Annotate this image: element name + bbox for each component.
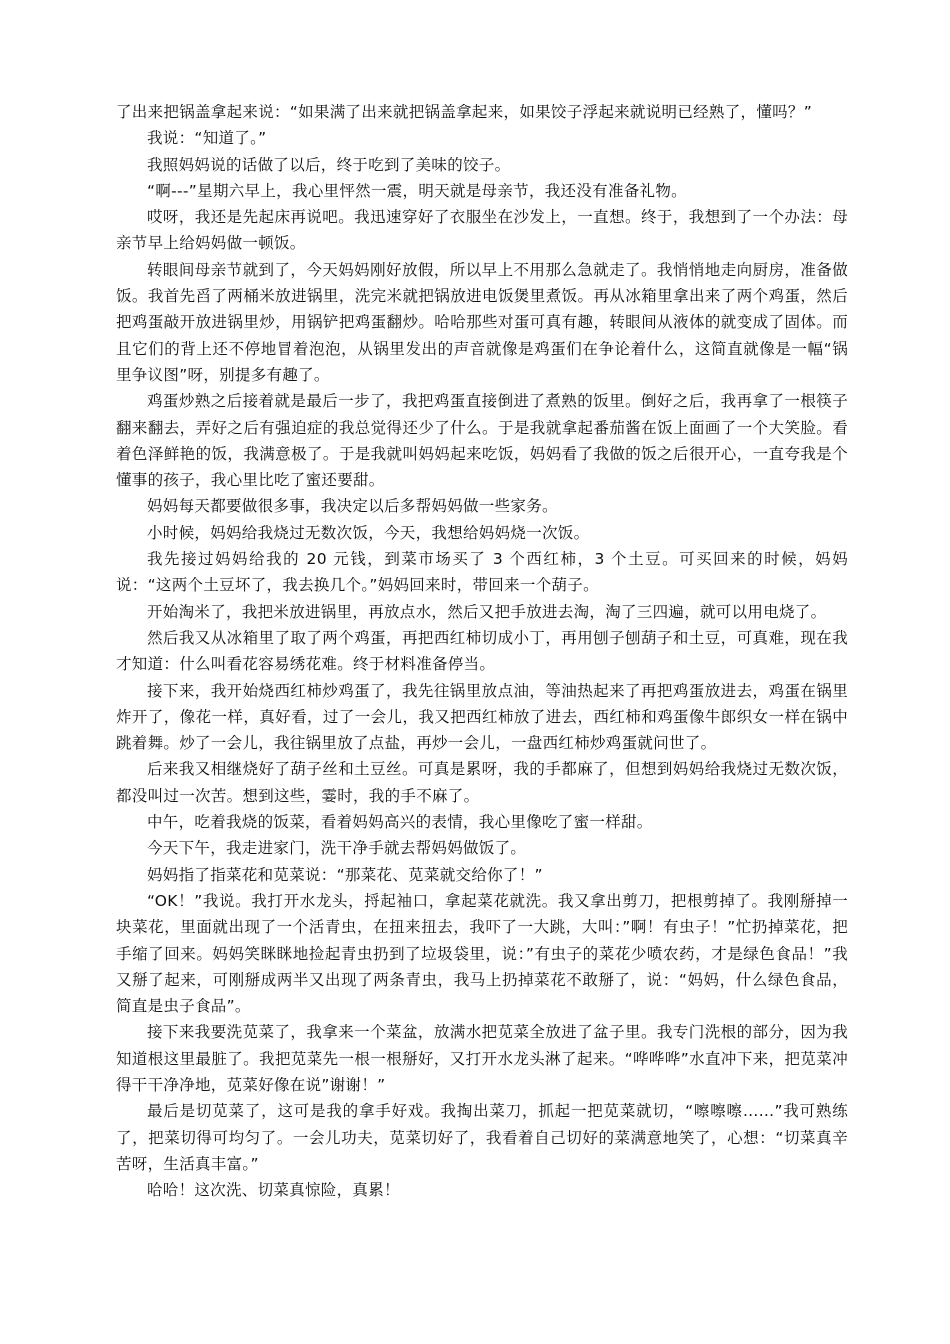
document-body: [116, 99, 848, 1203]
paragraph: 接下来，我开始烧西红柿炒鸡蛋了，我先往锅里放点油，等油热起来了再把鸡蛋放进去，鸡蛋在锅里炸开了，像花一样，真好看，过了一会儿，我又把西红柿放了进去，西红柿和鸡蛋像牛郎织女一样在锅中跳着舞。炒了一会儿，我往锅里放了点盐，再炒一会儿，一盘西红柿炒鸡蛋就问世了。: [116, 681, 848, 753]
paragraph: 今天下午，我走进家门，洗干净手就去帮妈妈做饭了。: [147, 839, 527, 858]
paragraph: 妈妈每天都要做很多事，我决定以后多帮妈妈做一些家务。: [147, 497, 558, 516]
paragraph: 转眼间母亲节就到了，今天妈妈刚好放假，所以早上不用那么急就走了。我悄悄地走向厨房，准备做饭。我首先舀了两桶米放进锅里，洗完米就把锅放进电饭煲里煮饭。再从冰箱里拿出来了两个鸡蛋，然后把鸡蛋敲开放进锅里炒，用锅铲把鸡蛋翻炒。哈哈那些对蛋可真有趣，转眼间从液体的就变成了固体。而且它们的背上还不停地冒着泡泡，从锅里发出的声音就像是鸡蛋们在争论着什么，这简直就像是一幅“锅里争议图”呀，别提多有趣了。: [116, 260, 848, 384]
paragraph: 接下来我要洗苋菜了，我拿来一个菜盆，放满水把苋菜全放进了盆子里。我专门洗根的部分，因为我知道根这里最脏了。我把苋菜先一根一根掰好，又打开水龙头淋了起来。“哗哗哗”水直冲下来，把苋菜冲得干干净净地，苋菜好像在说”谢谢！”: [116, 1023, 848, 1094]
paragraph: “OK！”我说。我打开水龙头，捋起袖口，拿起菜花就洗。我又拿出剪刀，把根剪掉了。我刚掰掉一块菜花，里面就出现了一个活青虫，在扭来扭去，我吓了一大跳，大叫：”啊！有虫子！”忙扔掉菜花，把手缩了回来。妈妈笑眯眯地捡起青虫扔到了垃圾袋里，说：”有虫子的菜花少喷农药，才是绿色食品！”我又掰了起来，可刚掰成两半又出现了两条青虫，我马上扔掉菜花不敢掰了，说：“妈妈，什么绿色食品，简直是虫子食品”。: [116, 891, 848, 1016]
paragraph: 最后是切苋菜了，这可是我的拿手好戏。我掏出菜刀，抓起一把苋菜就切，“嚓嚓嚓……”我可熟练了，把菜切得可均匀了。一会儿功夫，苋菜切好了，我看着自己切好的菜满意地笑了，心想：“切菜真辛苦呀，生活真丰富。”: [116, 1102, 848, 1173]
paragraph: 我照妈妈说的话做了以后，终于吃到了美味的饺子。: [147, 155, 511, 174]
paragraph: “啊---”星期六早上，我心里怦然一震，明天就是母亲节，我还没有准备礼物。: [147, 181, 687, 200]
paragraph: 小时候，妈妈给我烧过无数次饭，今天，我想给妈妈烧一次饭。: [147, 523, 590, 542]
paragraph: 中午，吃着我烧的饭菜，看着妈妈高兴的表情，我心里像吃了蜜一样甜。: [147, 813, 653, 832]
paragraph: 后来我又相继烧好了葫子丝和土豆丝。可真是累呀，我的手都麻了，但想到妈妈给我烧过无数次饭，都没叫过一次苦。想到这些，霎时，我的手不麻了。: [116, 760, 848, 805]
paragraph: 妈妈指了指菜花和苋菜说：“那菜花、苋菜就交给你了！”: [147, 865, 543, 884]
paragraph: 我先接过妈妈给我的 20 元钱，到菜市场买了 3 个西红柿，3 个土豆。可买回来的时候，妈妈说：“这两个土豆坏了，我去换几个。”妈妈回来时，带回来一个葫子。: [116, 550, 848, 595]
paragraph: 哎呀，我还是先起床再说吧。我迅速穿好了衣服坐在沙发上，一直想。终于，我想到了一个办法：母亲节早上给妈妈做一顿饭。: [116, 208, 848, 253]
paragraph: 开始淘米了，我把米放进锅里，再放点水，然后又把手放进去淘，淘了三四遍，就可以用电烧了。: [147, 602, 827, 621]
paragraph: 我说：“知道了。”: [147, 129, 267, 148]
paragraph: 了出来把锅盖拿起来说：“如果满了出来就把锅盖拿起来，如果饺子浮起来就说明已经熟了，懂吗？”: [116, 103, 813, 121]
paragraph: 鸡蛋炒熟之后接着就是最后一步了，我把鸡蛋直接倒进了煮熟的饭里。倒好之后，我再拿了一根筷子翻来翻去，弄好之后有强迫症的我总觉得还少了什么。于是我就拿起番茄酱在饭上面画了一个大笑脸。看着色泽鲜艳的饭，我满意极了。于是我就叫妈妈起来吃饭，妈妈看了我做的饭之后很开心，一直夸我是个懂事的孩子，我心里比吃了蜜还要甜。: [116, 392, 848, 490]
paragraph: 哈哈！这次洗、切菜真惊险，真累！: [147, 1181, 400, 1200]
paragraph: 然后我又从冰箱里了取了两个鸡蛋，再把西红柿切成小丁，再用刨子刨葫子和土豆，可真难，现在我才知道：什么叫看花容易绣花难。终于材料准备停当。: [116, 628, 848, 674]
